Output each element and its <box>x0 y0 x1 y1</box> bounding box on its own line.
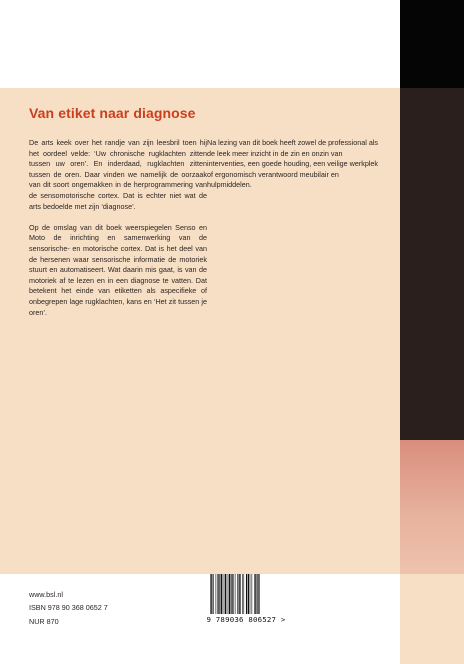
barcode-bar <box>254 574 255 614</box>
website-link[interactable]: www.bsl.nl <box>29 590 63 599</box>
barcode-bar <box>216 574 217 614</box>
isbn-text: ISBN 978 90 368 0652 7 <box>29 603 108 613</box>
nur-text: NUR 870 <box>29 616 59 626</box>
right-color-strip <box>400 0 464 664</box>
strip-light-block <box>400 574 464 664</box>
strip-black-block <box>400 0 464 88</box>
barcode-bar <box>235 574 236 614</box>
barcode-bar <box>211 574 212 614</box>
barcode-bar <box>217 574 218 614</box>
barcode-bar <box>219 574 220 614</box>
barcode-bar <box>250 574 251 614</box>
barcode-bar <box>255 574 256 614</box>
body-paragraph: Op de omslag van dit boek weerspiegelen Senso en Moto de inrichting en samenwerking van de sensorische- en motorische cortex. Dat is het deel van de hersenen waar sensorische informatie de motoriek stuurt en automatiseert. Wat daarin mis gaat, is van de motoriek af te lezen en in een diagnose te vatten. Dat betekent het einde van etiketten als aspecifieke of onbegrepen lage rugklachten, kans en ‘Het zit tussen je oren’. <box>29 222 207 317</box>
barcode-bar <box>213 574 214 614</box>
barcode <box>205 574 287 630</box>
barcode-bars-icon <box>210 574 282 614</box>
barcode-bar <box>252 574 253 614</box>
barcode-bar <box>257 574 258 614</box>
barcode-bar <box>210 574 211 614</box>
right-text-column <box>207 138 383 202</box>
barcode-bar <box>225 574 226 614</box>
footer <box>0 574 400 664</box>
strip-dark-block <box>400 88 464 440</box>
barcode-bar <box>239 574 240 614</box>
strip-salmon-block <box>400 440 464 574</box>
publication-info <box>29 588 108 628</box>
barcode-bar <box>229 574 231 614</box>
barcode-bar <box>227 574 228 614</box>
page-title: Van etiket naar diagnose <box>29 105 196 121</box>
barcode-bar <box>232 574 233 614</box>
barcode-bar <box>258 574 259 614</box>
barcode-bar <box>246 574 247 614</box>
barcode-bar <box>237 574 238 614</box>
barcode-bar <box>242 574 243 614</box>
barcode-bar <box>221 574 223 614</box>
barcode-bar <box>231 574 232 614</box>
barcode-bar <box>243 574 244 614</box>
barcode-bar <box>240 574 241 614</box>
body-paragraph: Na lezing van dit boek heeft zowel de professional als de leek meer inzicht in de zin en onzin van interventies, een goede houding, een veilige werkplek of ergonomisch verantwoord meubilair en hulpmiddelen. <box>207 138 379 190</box>
body-paragraph: De arts keek over het randje van zijn leesbril toen hij het oordeel velde: ‘Uw chronische rugklachten zitten tussen uw oren’. En inderdaad, rugklachten zitten tussen de oren. Daar vinden we namelijk de oorzaak van dit soort ongemakken in de herprogrammering van de sensomotorische cortex. Dat is echter niet wat de arts bedoelde met zijn ‘diagnose’. <box>29 138 207 211</box>
barcode-digits: 9 789036 806527 > <box>206 615 286 624</box>
barcode-bar <box>248 574 249 614</box>
left-text-column <box>29 138 207 329</box>
barcode-bar <box>224 574 225 614</box>
top-white-band <box>0 0 400 88</box>
